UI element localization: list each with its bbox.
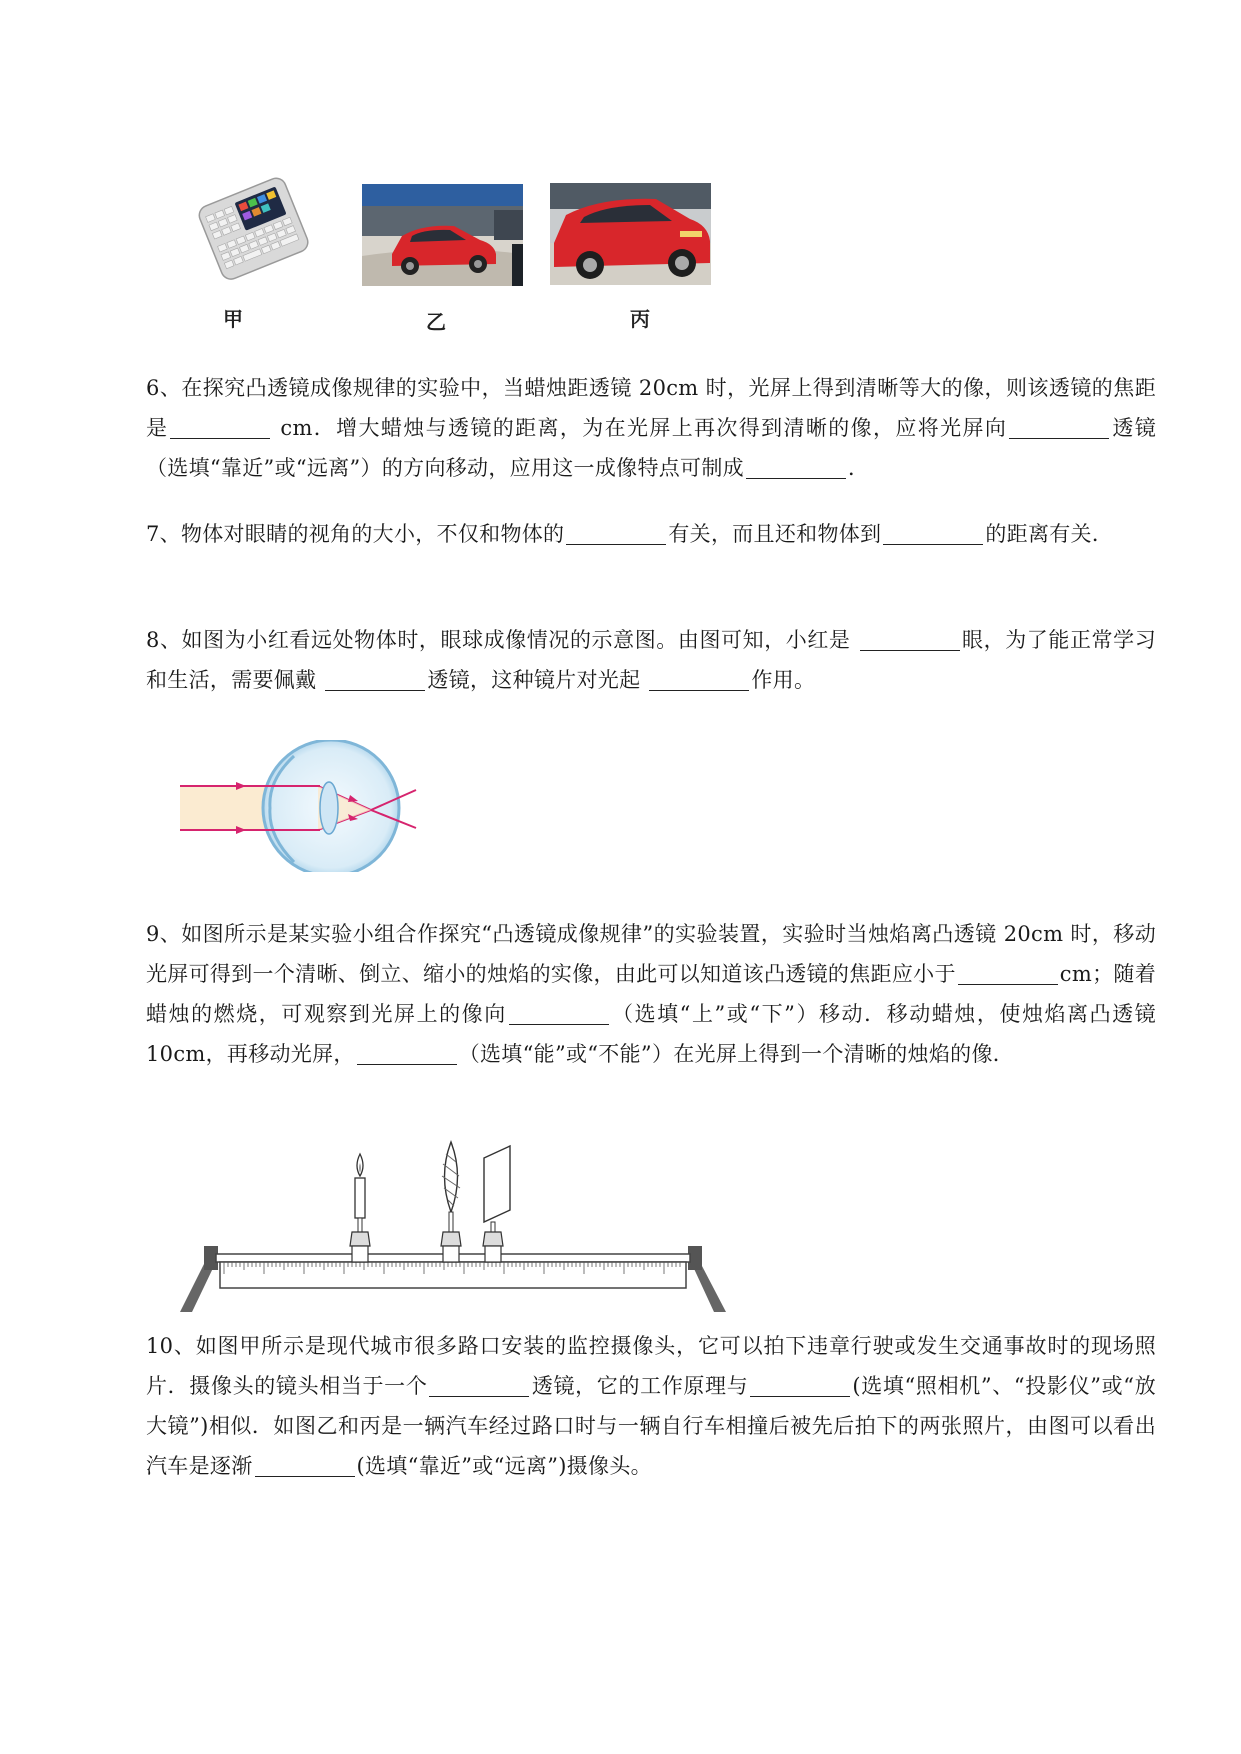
answer-blank[interactable] [746, 454, 846, 479]
answer-blank[interactable] [325, 666, 425, 691]
answer-blank[interactable] [860, 626, 960, 651]
answer-blank[interactable] [255, 1452, 355, 1477]
car-photo-bing [550, 183, 711, 285]
answer-blank[interactable] [958, 960, 1058, 985]
figure-label-jia: 甲 [223, 307, 243, 331]
question-10: 10、如图甲所示是现代城市很多路口安装的监控摄像头，它可以拍下违章行驶或发生交通事故时的现场照片．摄像头的镜头相当于一个 透镜，它的工作原理与 (选填“照相机”、“投影仪”或“放大镜”)相似．如图乙和丙是一辆汽车经过路口时与一辆自行车相撞后被先后拍下的两张照片，由图可以看出汽车是逐渐 (选填“靠近”或“远离”)摄像头。 [146, 1334, 1156, 1478]
answer-blank[interactable] [649, 666, 749, 691]
question-7: 7、物体对眼睛的视角的大小，不仅和物体的 有关，而且还和物体到 的距离有关． [146, 522, 1114, 546]
answer-blank[interactable] [509, 1000, 609, 1025]
question-9: 9、如图所示是某实验小组合作探究“凸透镜成像规律”的实验装置，实验时当烛焰离凸透镜 20cm 时，移动光屏可得到一个清晰、倒立、缩小的烛焰的实像，由此可以知道该凸透镜的焦距应小于 cm；随着蜡烛的燃烧，可观察到光屏上的像向 （选填“上”或“下”）移动．移动蜡烛，使烛焰离凸透镜 10cm，再移动光屏， （选填“能”或“不能”）在光屏上得到一个清晰的烛焰的像． [146, 922, 1156, 1066]
figure-label-bing: 丙 [630, 307, 650, 331]
eye-diagram [176, 740, 438, 872]
answer-blank[interactable] [1009, 414, 1109, 439]
phone-photo [188, 176, 318, 284]
answer-blank[interactable] [566, 520, 666, 545]
answer-blank[interactable] [357, 1040, 457, 1065]
question-6: 6、在探究凸透镜成像规律的实验中，当蜡烛距透镜 20cm 时，光屏上得到清晰等大的像，则该透镜的焦距是 cm．增大蜡烛与透镜的距离，为在光屏上再次得到清晰的像，应将光屏向 透镜（选填“靠近”或“远离”）的方向移动，应用这一成像特点可制成 ． [146, 376, 1156, 480]
answer-blank[interactable] [170, 414, 270, 439]
car-photo-yi [362, 184, 523, 286]
answer-blank[interactable] [750, 1372, 850, 1397]
optical-bench-diagram [176, 1140, 730, 1314]
answer-blank[interactable] [429, 1372, 529, 1397]
question-8: 8、如图为小红看远处物体时，眼球成像情况的示意图。由图可知，小红是 眼，为了能正常学习和生活，需要佩戴 透镜，这种镜片对光起 作用。 [146, 628, 1157, 692]
answer-blank[interactable] [883, 520, 983, 545]
figure-label-yi: 乙 [426, 310, 446, 334]
